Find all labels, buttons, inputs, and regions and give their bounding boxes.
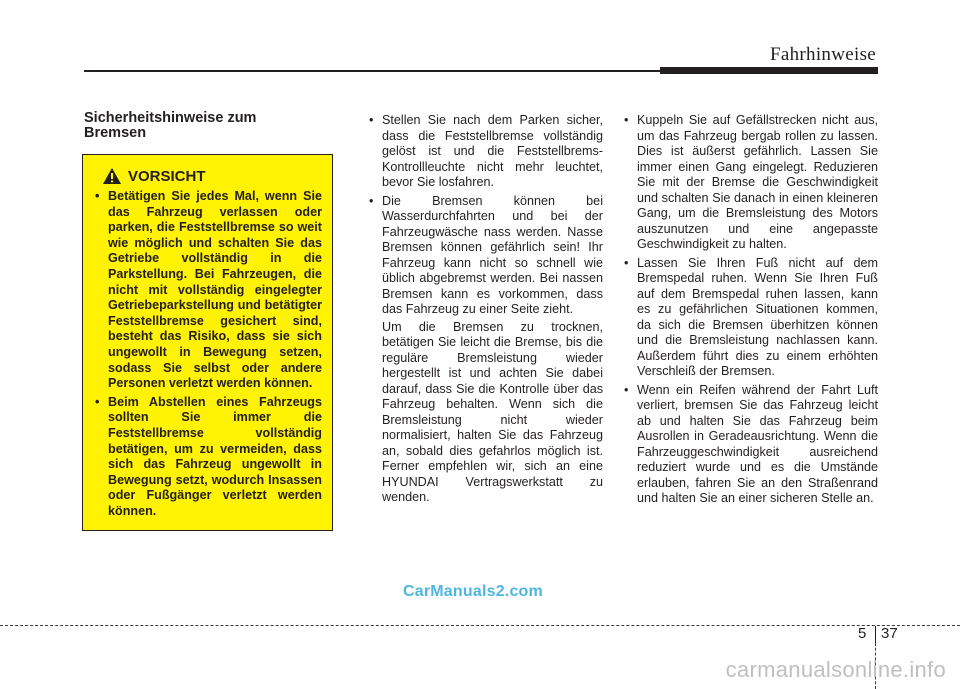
watermark-logo: CarManuals2.com: [403, 583, 543, 600]
site-watermark: carmanualsonline.info: [725, 657, 946, 682]
caution-item: [92, 189, 322, 392]
page-separator: [875, 626, 876, 643]
bullet: •: [95, 394, 100, 409]
list-item: [369, 194, 603, 318]
bullet: •: [95, 189, 100, 203]
page-number: 37: [881, 625, 898, 642]
warning-triangle-icon: [102, 167, 122, 185]
column-middle-list: [369, 113, 603, 318]
caution-item-text: Betätigen Sie jedes Mal, wenn Sie das Fahrzeug verlassen oder parken, die Feststellbremse so weit wie möglich und schalten Sie das Getriebe vollständig in die Parkstellung. Bei Fahrzeugen, die nicht mit vollständig eingelegter Getriebeparkstellung und betätigter Feststellbremse gesichert sind, besteht das Risiko, dass sie sich ungewollt in Bewegung setzen, sodass Sie selbst oder andere Personen verletzt werden können.: [108, 189, 322, 391]
caution-list: [92, 189, 322, 519]
header-rule-thick: [660, 67, 878, 74]
header-rule: [84, 70, 662, 72]
bullet: •: [624, 255, 629, 270]
list-item: [624, 256, 878, 380]
bullet: •: [624, 113, 629, 127]
bullet: •: [624, 382, 629, 397]
list-item-text: Kuppeln Sie auf Gefällstrecken nicht aus, um das Fahrzeug bergab rollen zu lassen. Dies ist äußerst gefährlich. Lassen Sie immer einen Gang eingelegt. Reduzieren Sie mit der Bremse die Geschwindigkeit und schalten Sie danach in einen kleineren Gang, um die Bremsleistung des Motors auszunutzen und eine angepasste Geschwindigkeit zu halten.: [637, 113, 878, 251]
list-item: [369, 113, 603, 191]
header-title: Fahrhinweise: [770, 44, 876, 65]
chapter-number: 5: [858, 625, 867, 642]
column-middle: [369, 113, 603, 506]
list-item-text: Die Bremsen können bei Wasserdurchfahrten und bei der Fahrzeugwäsche nass werden. Nasse Bremsen können gefährlich sein! Ihr Fahrzeug kann nicht so schnell wie üblich abgebremst werden. Bei nassen Bremsen kann es vorkommen, dass das Fahrzeug zu einer Seite zieht.: [382, 193, 603, 316]
caution-item: [92, 395, 322, 520]
list-item-text: Wenn ein Reifen während der Fahrt Luft verliert, bremsen Sie das Fahrzeug leicht ab und halten Sie das Fahrzeug beim Ausrollen in Geradeausrichtung. Wenn die Fahrzeuggeschwindigkeit ausreichend reduziert wurde und es die Umstände erlauben, fahren Sie an den Straßenrand und halten Sie an einer sicheren Stelle an.: [637, 382, 878, 505]
caution-title: VORSICHT: [128, 167, 206, 185]
bullet: •: [369, 113, 374, 127]
caution-heading: [102, 165, 322, 187]
footer-dashed-rule: [0, 625, 960, 626]
column-right: [624, 113, 878, 510]
section-title: Sicherheitshinweise zum Bremsen: [84, 110, 257, 141]
list-item: [624, 383, 878, 507]
list-item-text: Stellen Sie nach dem Parken sicher, dass die Feststellbremse vollständig gelöst ist und die Feststellbrems-Kontrollleuchte nicht mehr leuchtet, bevor Sie losfahren.: [382, 113, 603, 189]
caution-box: [82, 154, 333, 531]
bullet: •: [369, 193, 374, 208]
caution-item-text: Beim Abstellen eines Fahrzeugs sollten Sie immer die Feststellbremse vollständig betätigen, um zu vermeiden, dass sich das Fahrzeug ungewollt in Bewegung setzt, wodurch Insassen oder Fußgänger verletzt werden können.: [108, 394, 322, 518]
list-item-text: Lassen Sie Ihren Fuß nicht auf dem Bremspedal ruhen. Wenn Sie Ihren Fuß auf dem Bremspedal ruhen lassen, kann es zu gefährlichen Situationen kommen, da sich die Bremsen überhitzen können und die Bremsleistung nachlassen kann. Außerdem führt dies zu einem erhöhten Verschleiß der Bremsen.: [637, 255, 878, 378]
column-right-list: [624, 113, 878, 507]
drying-paragraph: Um die Bremsen zu trocknen, betätigen Sie leicht die Bremse, bis die reguläre Bremsleistung wieder hergestellt ist und achten Sie dabei darauf, dass Sie die Kontrolle über das Fahrzeug behalten. Wenn sich die Bremsleistung nicht wieder normalisiert, halten Sie das Fahrzeug an, sobald dies gefahrlos möglich ist. Ferner empfehlen wir, sich an eine HYUNDAI Vertragswerkstatt zu wenden.: [382, 319, 603, 504]
list-item: [624, 113, 878, 253]
